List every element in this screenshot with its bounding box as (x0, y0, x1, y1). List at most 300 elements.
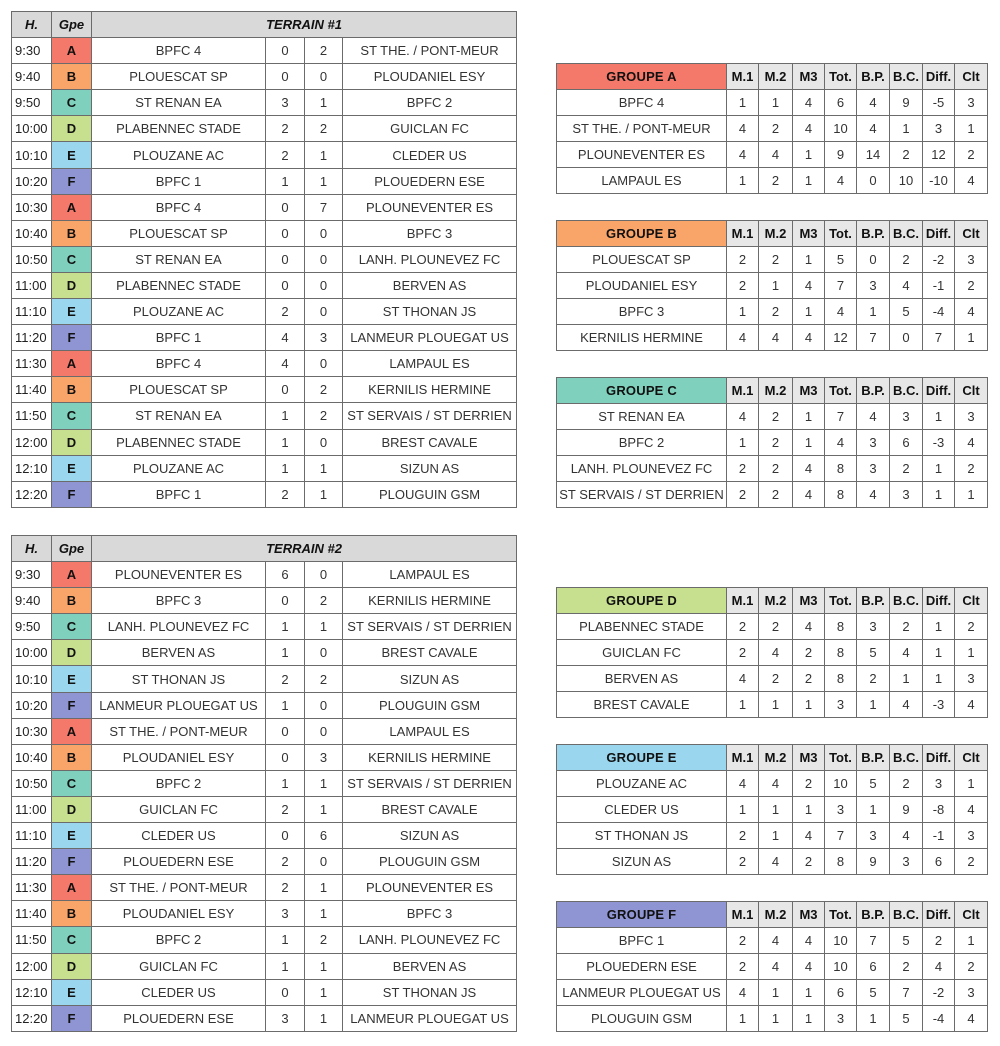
m2-points: 4 (759, 325, 793, 351)
away-score: 0 (305, 429, 343, 455)
team-name: PLOUEDERN ESE (557, 954, 727, 980)
m3-points: 1 (793, 168, 825, 194)
goals-for: 7 (857, 325, 890, 351)
goals-for: 0 (857, 247, 890, 273)
match-time: 9:50 (12, 90, 52, 116)
goals-against: 4 (890, 692, 923, 718)
home-team: ST THONAN JS (92, 666, 266, 692)
standings-column-header: M3 (793, 378, 825, 404)
match-group-badge: B (52, 64, 92, 90)
match-time: 10:00 (12, 116, 52, 142)
standings-row (557, 273, 988, 299)
m1-points: 2 (727, 823, 759, 849)
standings-column-header: B.P. (857, 221, 890, 247)
match-row (12, 351, 517, 377)
goal-difference: -8 (923, 797, 955, 823)
match-row (12, 64, 517, 90)
goal-difference: 1 (923, 614, 955, 640)
standings-row (557, 90, 988, 116)
standings-column-header: Clt (955, 64, 988, 90)
match-group-badge: F (52, 481, 92, 507)
goals-for: 1 (857, 1006, 890, 1032)
total-points: 7 (825, 404, 857, 430)
standings-header-row (557, 902, 988, 928)
home-team: GUICLAN FC (92, 953, 266, 979)
m3-points: 1 (793, 980, 825, 1006)
standings-row (557, 456, 988, 482)
goals-against: 3 (890, 404, 923, 430)
standings-header-row (557, 64, 988, 90)
home-score: 1 (266, 640, 305, 666)
m3-points: 2 (793, 771, 825, 797)
home-team: PLOUDANIEL ESY (92, 901, 266, 927)
goal-difference: 4 (923, 954, 955, 980)
m3-points: 1 (793, 299, 825, 325)
goals-against: 2 (890, 247, 923, 273)
away-team: LANH. PLOUNEVEZ FC (343, 927, 517, 953)
standings-column-header: Diff. (923, 64, 955, 90)
team-name: ST THONAN JS (557, 823, 727, 849)
total-points: 6 (825, 980, 857, 1006)
standings-column-header: B.P. (857, 378, 890, 404)
standings-row (557, 954, 988, 980)
m2-points: 1 (759, 823, 793, 849)
match-group-badge: B (52, 588, 92, 614)
home-team: BPFC 4 (92, 194, 266, 220)
goals-against: 3 (890, 482, 923, 508)
team-name: KERNILIS HERMINE (557, 325, 727, 351)
hour-header: H. (12, 12, 52, 38)
total-points: 3 (825, 797, 857, 823)
match-group-badge: A (52, 194, 92, 220)
ranking: 1 (955, 640, 988, 666)
goal-difference: 1 (923, 456, 955, 482)
goals-against: 2 (890, 456, 923, 482)
group-title: GROUPE A (557, 64, 727, 90)
home-team: ST THE. / PONT-MEUR (92, 875, 266, 901)
standings-table-group-e (556, 744, 988, 875)
standings-header-row (557, 378, 988, 404)
goals-against: 2 (890, 771, 923, 797)
standings-column-header: B.P. (857, 588, 890, 614)
standings-column-header: Diff. (923, 221, 955, 247)
team-name: PLOUNEVENTER ES (557, 142, 727, 168)
home-team: PLOUEDERN ESE (92, 849, 266, 875)
goal-difference: -1 (923, 273, 955, 299)
goals-against: 1 (890, 116, 923, 142)
goals-against: 4 (890, 823, 923, 849)
goals-against: 3 (890, 849, 923, 875)
match-row (12, 875, 517, 901)
home-team: BPFC 2 (92, 927, 266, 953)
m2-points: 4 (759, 142, 793, 168)
home-score: 1 (266, 455, 305, 481)
goals-against: 4 (890, 640, 923, 666)
match-time: 12:10 (12, 455, 52, 481)
home-team: CLEDER US (92, 979, 266, 1005)
goal-difference: -4 (923, 299, 955, 325)
goal-difference: -3 (923, 692, 955, 718)
away-score: 0 (305, 692, 343, 718)
home-team: CLEDER US (92, 823, 266, 849)
team-name: PLOUZANE AC (557, 771, 727, 797)
ranking: 3 (955, 247, 988, 273)
standings-column-header: B.C. (890, 902, 923, 928)
m3-points: 4 (793, 954, 825, 980)
match-row (12, 325, 517, 351)
terrain-title: TERRAIN #1 (92, 12, 517, 38)
total-points: 10 (825, 954, 857, 980)
home-score: 1 (266, 614, 305, 640)
match-row (12, 194, 517, 220)
match-group-badge: F (52, 849, 92, 875)
home-team: PLOUDANIEL ESY (92, 744, 266, 770)
ranking: 4 (955, 797, 988, 823)
team-name: ST THE. / PONT-MEUR (557, 116, 727, 142)
match-row (12, 562, 517, 588)
match-row (12, 246, 517, 272)
standings-column-header: M.1 (727, 64, 759, 90)
away-score: 2 (305, 377, 343, 403)
away-team: SIZUN AS (343, 455, 517, 481)
ranking: 2 (955, 142, 988, 168)
match-time: 11:00 (12, 272, 52, 298)
goals-for: 0 (857, 168, 890, 194)
away-team: ST SERVAIS / ST DERRIEN (343, 403, 517, 429)
goals-against: 1 (890, 666, 923, 692)
match-row (12, 823, 517, 849)
ranking: 2 (955, 614, 988, 640)
standings-column-header: M3 (793, 64, 825, 90)
goals-against: 5 (890, 299, 923, 325)
home-team: BPFC 1 (92, 325, 266, 351)
match-group-badge: C (52, 770, 92, 796)
standings-header-row (557, 588, 988, 614)
match-time: 11:20 (12, 325, 52, 351)
away-score: 0 (305, 64, 343, 90)
m3-points: 4 (793, 325, 825, 351)
standings-row (557, 1006, 988, 1032)
home-team: ST RENAN EA (92, 90, 266, 116)
m2-points: 2 (759, 404, 793, 430)
home-team: PLABENNEC STADE (92, 272, 266, 298)
standings-table-group-d (556, 587, 988, 718)
goal-difference: 7 (923, 325, 955, 351)
match-group-badge: E (52, 979, 92, 1005)
match-group-badge: B (52, 377, 92, 403)
standings-column-header: Diff. (923, 745, 955, 771)
home-score: 1 (266, 953, 305, 979)
match-row (12, 849, 517, 875)
ranking: 1 (955, 771, 988, 797)
group-title: GROUPE C (557, 378, 727, 404)
goals-for: 6 (857, 954, 890, 980)
total-points: 8 (825, 849, 857, 875)
match-row (12, 1005, 517, 1031)
standings-column-header: Diff. (923, 378, 955, 404)
match-group-badge: E (52, 299, 92, 325)
goals-for: 3 (857, 430, 890, 456)
away-score: 1 (305, 1005, 343, 1031)
goals-for: 1 (857, 797, 890, 823)
ranking: 2 (955, 273, 988, 299)
standings-row (557, 797, 988, 823)
away-team: CLEDER US (343, 142, 517, 168)
match-time: 11:20 (12, 849, 52, 875)
match-group-badge: D (52, 953, 92, 979)
m3-points: 1 (793, 1006, 825, 1032)
standings-column-header: M3 (793, 221, 825, 247)
goals-for: 4 (857, 90, 890, 116)
match-row (12, 796, 517, 822)
home-score: 4 (266, 325, 305, 351)
standings-column-header: Clt (955, 902, 988, 928)
team-name: ST RENAN EA (557, 404, 727, 430)
match-row (12, 272, 517, 298)
m2-points: 1 (759, 692, 793, 718)
standings-row (557, 430, 988, 456)
match-time: 11:30 (12, 351, 52, 377)
goal-difference: -10 (923, 168, 955, 194)
match-group-badge: E (52, 666, 92, 692)
match-time: 11:00 (12, 796, 52, 822)
goal-difference: 3 (923, 116, 955, 142)
match-time: 12:00 (12, 953, 52, 979)
away-team: KERNILIS HERMINE (343, 744, 517, 770)
m3-points: 1 (793, 247, 825, 273)
match-time: 10:40 (12, 220, 52, 246)
total-points: 4 (825, 299, 857, 325)
schedule-header-row (12, 12, 517, 38)
match-time: 11:10 (12, 299, 52, 325)
standings-row (557, 482, 988, 508)
total-points: 8 (825, 614, 857, 640)
match-row (12, 744, 517, 770)
away-team: PLOUDANIEL ESY (343, 64, 517, 90)
home-score: 0 (266, 744, 305, 770)
m2-points: 1 (759, 1006, 793, 1032)
m3-points: 4 (793, 928, 825, 954)
home-team: PLOUESCAT SP (92, 220, 266, 246)
home-score: 0 (266, 823, 305, 849)
match-row (12, 692, 517, 718)
standings-row (557, 640, 988, 666)
away-score: 2 (305, 927, 343, 953)
goals-against: 9 (890, 797, 923, 823)
ranking: 3 (955, 90, 988, 116)
standings-column-header: M.2 (759, 588, 793, 614)
standings-row (557, 404, 988, 430)
m2-points: 2 (759, 456, 793, 482)
away-score: 1 (305, 90, 343, 116)
match-group-badge: C (52, 246, 92, 272)
ranking: 1 (955, 928, 988, 954)
away-score: 7 (305, 194, 343, 220)
match-time: 10:30 (12, 194, 52, 220)
match-row (12, 116, 517, 142)
standings-row (557, 849, 988, 875)
team-name: LAMPAUL ES (557, 168, 727, 194)
away-score: 2 (305, 588, 343, 614)
away-team: BERVEN AS (343, 953, 517, 979)
m2-points: 1 (759, 980, 793, 1006)
total-points: 3 (825, 1006, 857, 1032)
match-row (12, 666, 517, 692)
match-time: 10:00 (12, 640, 52, 666)
team-name: LANH. PLOUNEVEZ FC (557, 456, 727, 482)
m3-points: 2 (793, 849, 825, 875)
team-name: LANMEUR PLOUEGAT US (557, 980, 727, 1006)
total-points: 3 (825, 692, 857, 718)
match-group-badge: D (52, 116, 92, 142)
match-time: 10:40 (12, 744, 52, 770)
goals-for: 3 (857, 456, 890, 482)
ranking: 3 (955, 666, 988, 692)
ranking: 2 (955, 456, 988, 482)
m2-points: 1 (759, 273, 793, 299)
standings-row (557, 247, 988, 273)
group-header: Gpe (52, 536, 92, 562)
away-score: 6 (305, 823, 343, 849)
match-group-badge: A (52, 875, 92, 901)
m1-points: 2 (727, 456, 759, 482)
match-time: 11:50 (12, 403, 52, 429)
goals-for: 5 (857, 640, 890, 666)
standings-column-header: B.C. (890, 588, 923, 614)
match-group-badge: F (52, 325, 92, 351)
home-score: 4 (266, 351, 305, 377)
m2-points: 2 (759, 482, 793, 508)
total-points: 10 (825, 771, 857, 797)
home-team: ST RENAN EA (92, 403, 266, 429)
home-score: 1 (266, 429, 305, 455)
m3-points: 4 (793, 823, 825, 849)
goals-against: 6 (890, 430, 923, 456)
ranking: 3 (955, 980, 988, 1006)
match-group-badge: A (52, 38, 92, 64)
home-team: PLOUESCAT SP (92, 377, 266, 403)
m2-points: 4 (759, 849, 793, 875)
goals-for: 9 (857, 849, 890, 875)
ranking: 1 (955, 325, 988, 351)
m1-points: 2 (727, 614, 759, 640)
goal-difference: 1 (923, 640, 955, 666)
m1-points: 4 (727, 980, 759, 1006)
m1-points: 1 (727, 168, 759, 194)
standings-row (557, 928, 988, 954)
ranking: 2 (955, 954, 988, 980)
away-team: BERVEN AS (343, 272, 517, 298)
home-team: PLOUZANE AC (92, 299, 266, 325)
match-time: 10:10 (12, 142, 52, 168)
away-score: 1 (305, 481, 343, 507)
match-time: 10:30 (12, 718, 52, 744)
home-score: 0 (266, 246, 305, 272)
team-name: PLOUDANIEL ESY (557, 273, 727, 299)
away-team: ST THONAN JS (343, 299, 517, 325)
standings-column-header: Tot. (825, 221, 857, 247)
team-name: CLEDER US (557, 797, 727, 823)
m2-points: 2 (759, 116, 793, 142)
away-score: 1 (305, 455, 343, 481)
away-team: LANMEUR PLOUEGAT US (343, 1005, 517, 1031)
m3-points: 4 (793, 456, 825, 482)
standings-column-header: Clt (955, 378, 988, 404)
match-time: 9:40 (12, 588, 52, 614)
total-points: 6 (825, 90, 857, 116)
group-title: GROUPE D (557, 588, 727, 614)
m2-points: 2 (759, 614, 793, 640)
standings-column-header: Tot. (825, 902, 857, 928)
away-score: 0 (305, 299, 343, 325)
home-team: LANH. PLOUNEVEZ FC (92, 614, 266, 640)
standings-column-header: M.1 (727, 378, 759, 404)
away-team: BREST CAVALE (343, 429, 517, 455)
m1-points: 2 (727, 247, 759, 273)
standings-header-row (557, 745, 988, 771)
m2-points: 4 (759, 771, 793, 797)
ranking: 2 (955, 849, 988, 875)
home-score: 0 (266, 194, 305, 220)
away-score: 0 (305, 220, 343, 246)
standings-column-header: M.1 (727, 902, 759, 928)
away-team: PLOUNEVENTER ES (343, 194, 517, 220)
m2-points: 2 (759, 430, 793, 456)
standings-row (557, 823, 988, 849)
total-points: 8 (825, 456, 857, 482)
match-time: 10:50 (12, 770, 52, 796)
m2-points: 2 (759, 168, 793, 194)
home-team: BPFC 2 (92, 770, 266, 796)
m3-points: 4 (793, 116, 825, 142)
home-score: 0 (266, 588, 305, 614)
standings-row (557, 666, 988, 692)
away-team: BREST CAVALE (343, 796, 517, 822)
goal-difference: 1 (923, 482, 955, 508)
goal-difference: 12 (923, 142, 955, 168)
goal-difference: -1 (923, 823, 955, 849)
goals-against: 5 (890, 928, 923, 954)
match-row (12, 38, 517, 64)
home-team: BPFC 4 (92, 38, 266, 64)
away-team: KERNILIS HERMINE (343, 588, 517, 614)
goals-against: 10 (890, 168, 923, 194)
goals-for: 4 (857, 404, 890, 430)
team-name: BPFC 3 (557, 299, 727, 325)
home-team: BPFC 3 (92, 588, 266, 614)
away-score: 1 (305, 614, 343, 640)
m1-points: 4 (727, 116, 759, 142)
away-score: 0 (305, 246, 343, 272)
match-group-badge: C (52, 403, 92, 429)
standings-column-header: Clt (955, 588, 988, 614)
match-group-badge: E (52, 823, 92, 849)
standings-column-header: M3 (793, 902, 825, 928)
standings-table-group-a (556, 63, 988, 194)
m1-points: 4 (727, 666, 759, 692)
m1-points: 1 (727, 1006, 759, 1032)
match-time: 10:10 (12, 666, 52, 692)
m1-points: 4 (727, 325, 759, 351)
m1-points: 2 (727, 640, 759, 666)
match-row (12, 220, 517, 246)
team-name: BERVEN AS (557, 666, 727, 692)
standings-row (557, 692, 988, 718)
match-group-badge: B (52, 220, 92, 246)
terrain-title: TERRAIN #2 (92, 536, 517, 562)
standings-column-header: Tot. (825, 378, 857, 404)
home-score: 0 (266, 377, 305, 403)
